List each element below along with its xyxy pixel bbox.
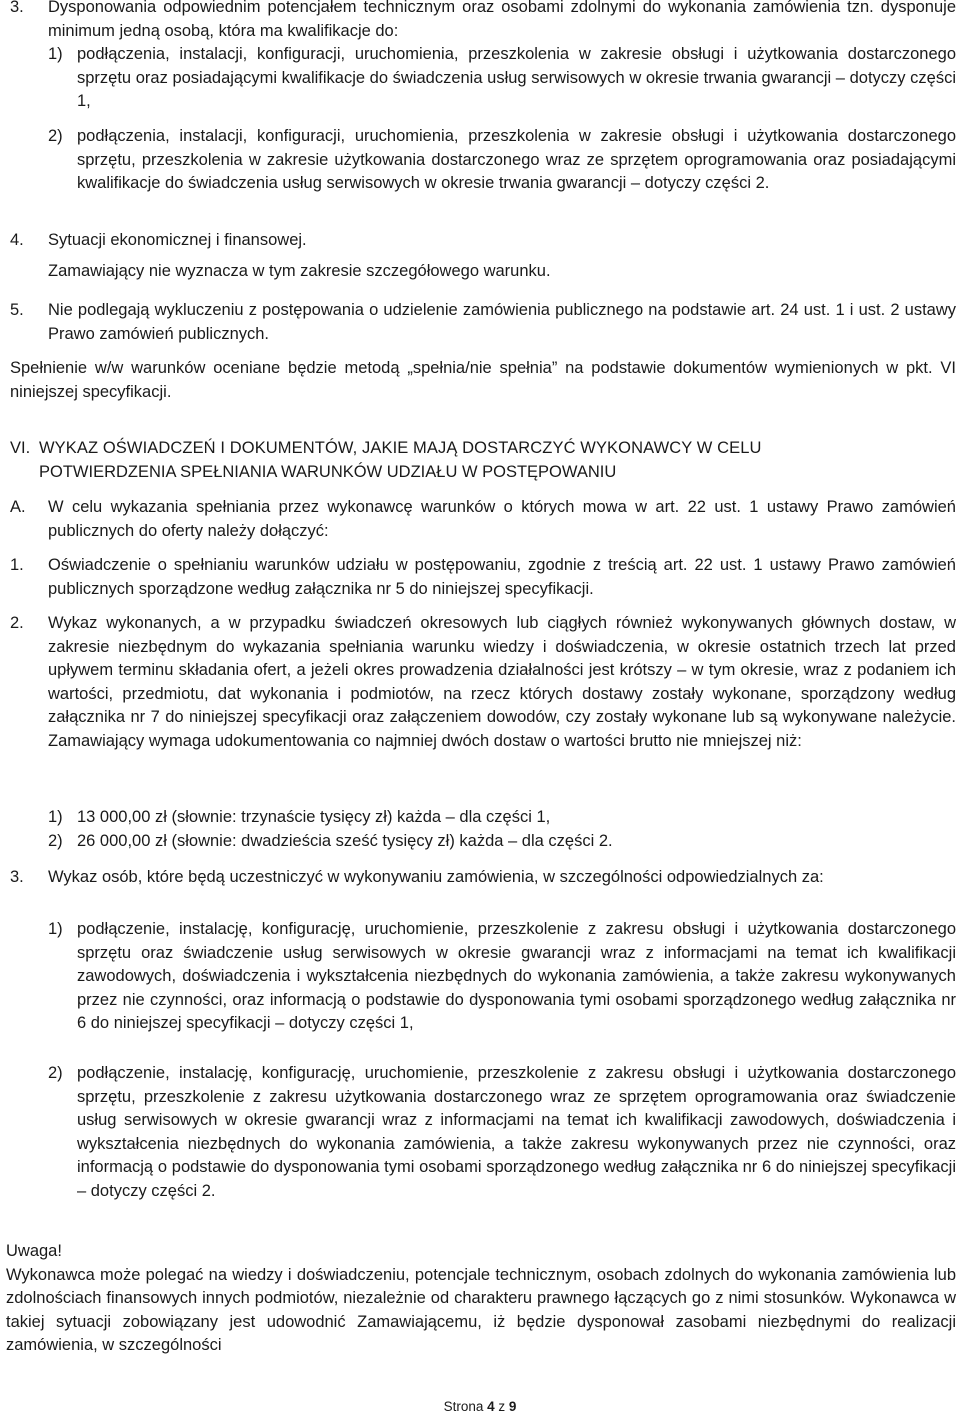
document-item-1 [10,554,956,601]
item-text: Sytuacji ekonomicznej i finansowej. [48,231,307,249]
subitem-number: 1) [48,45,63,63]
footer-prefix: Strona [443,1399,484,1414]
footer-of: z [498,1399,506,1414]
subitem-2-1 [48,806,956,830]
item-number: 3. [10,0,24,16]
section-title-line-2: POTWIERDZENIA SPEŁNIANIA WARUNKÓW UDZIAŁU W POSTĘPOWANIU [39,462,617,481]
subitem-3b-2 [48,1062,956,1203]
item-note: Zamawiający nie wyznacza w tym zakresie szczegółowego warunku. [48,261,551,280]
subitem-3b-1 [48,918,956,1036]
item-text: Nie podlegają wykluczeniu z postępowania o udzielenie zamówienia publicznego na podstawie art. 24 ust. 1 i ust. 2 ustawy Prawo zamówień publicznych. [48,301,956,343]
subitem-number: 2) [48,1064,63,1082]
subitem-number: 1) [48,808,63,826]
subitem-text: 26 000,00 zł (słownie: dwadzieścia sześć tysięcy zł) każda – dla części 2. [77,832,613,850]
item-text: Wykaz osób, które będą uczestniczyć w wykonywaniu zamówienia, w szczególności odpowiedzialnych za: [48,868,824,886]
item-number: 5. [10,301,24,319]
note-text: Wykonawca może polegać na wiedzy i doświadczeniu, potencjale technicznym, osobach zdolnych do wykonania zamówienia lub zdolnościach finansowych innych podmiotów, niezależnie od charakteru prawnego łączących go z nimi stosunków. Wykonawca w takiej sytuacji zobowiązany jest udowodnić Zamawiającemu, iż będzie dysponował zasobami niezbędnymi do realizacji zamówienia, w szczególności [6,1265,956,1354]
item-number: 3. [10,868,24,886]
subitem-number: 2) [48,832,63,850]
subitem-text: podłączenie, instalację, konfigurację, uruchomienie, przeszkolenie z zakresu obsługi i użytkowania dostarczonego sprzętu oraz świadczenie usług serwisowych w okresie gwarancji wraz z informacjami na temat ich kwalifikacji zawodowych, doświadczenia i wykształcenia niezbędnych do wykonania zamówienia, a także zakresu wykonywanych przez nie czynności, oraz informacją o podstawie do dysponowania tymi osobami sporządzonego według załącznika nr 6 do niniejszej specyfikacji – dotyczy części 1, [77,920,956,1032]
condition-item-3 [10,0,956,43]
item-number: 1. [10,556,24,574]
item-text: Dysponowania odpowiednim potencjałem technicznym oraz osobami zdolnymi do wykonania zamówienia tzn. dysponuje minimum jedną osobą, która ma kwalifikacje do: [48,0,956,40]
footer-page-number: 4 [487,1399,495,1414]
assessment-paragraph: Spełnienie w/w warunków oceniane będzie metodą „spełnia/nie spełnia” na podstawie dokumentów wymienionych w pkt. VI niniejszej specyfikacji. [10,359,956,401]
section-title-line-1: WYKAZ OŚWIADCZEŃ I DOKUMENTÓW, JAKIE MAJĄ DOSTARCZYĆ WYKONAWCY W CELU [39,439,762,457]
note-block [6,1240,956,1358]
subitem-text: podłączenie, instalację, konfigurację, uruchomienie, przeszkolenie z zakresu obsługi i użytkowania dostarczonego sprzętu, przeszkolenie z zakresu użytkowania dostarczonego wraz ze sprzętem oprogramowania oraz świadczenie usług serwisowych w okresie gwarancji wraz z informacjami na temat ich kwalifikacji zawodowych, doświadczenia i wykształcenia niezbędnych do wykonania zamówienia, a także zakresu wykonywanych przez nie czynności, oraz informacją o podstawie do dysponowania tymi osobami sporządzonego według załącznika nr 6 do niniejszej specyfikacji – dotyczy części 2. [77,1064,956,1200]
condition-item-4 [10,229,956,283]
subitem-number: 1) [48,920,63,938]
item-number: 4. [10,231,24,249]
subitem-2-2 [48,830,956,854]
item-text: Oświadczenie o spełnianiu warunków udziału w postępowaniu, zgodnie z treścią art. 22 ust. 1 ustawy Prawo zamówień publicznych sporządzone według załącznika nr 5 do niniejszej specyfikacji. [48,556,956,598]
item-text: Wykaz wykonanych, a w przypadku świadczeń okresowych lub ciągłych również wykonywanych głównych dostaw, w zakresie niezbędnym do wykazania spełniania warunku wiedzy i doświadczenia, w okresie ostatnich trzech lat przed upływem terminu składania ofert, a jeżeli okres prowadzenia działalności jest krótszy – w tym okresie, wraz z podaniem ich wartości, przedmiotu, dat wykonania i podmiotów, na rzecz których dostawy zostały wykonane, sporządzony według załącznika nr 7 do niniejszej specyfikacji oraz załączeniem dowodów, czy zostały wykonane lub są wykonywane należycie. Zamawiający wymaga udokumentowania co najmniej dwóch dostaw o wartości brutto nie mniejszej niż: [48,614,956,750]
part-letter: A. [10,498,26,516]
subitem-3-2 [48,125,956,196]
footer-total-pages: 9 [508,1399,517,1414]
subitem-number: 2) [48,127,63,145]
page-footer [0,1395,960,1419]
condition-item-5 [10,299,956,346]
part-a [10,496,956,543]
subitem-text: podłączenia, instalacji, konfiguracji, uruchomienia, przeszkolenia w zakresie obsługi i użytkowania dostarczonego sprzętu, przeszkolenia w zakresie użytkowania dostarczonego wraz ze sprzętem oprogramowania oraz posiadającymi kwalifikacje do świadczenia usług serwisowych w okresie trwania gwarancji – dotyczy części 2. [77,127,956,192]
note-label: Uwaga! [6,1242,62,1260]
section-number: VI. [10,439,31,457]
subitem-text: podłączenia, instalacji, konfiguracji, uruchomienia, przeszkolenia w zakresie obsługi i użytkowania dostarczonego sprzętu oraz posiadającymi kwalifikacje do świadczenia usług serwisowych w okresie trwania gwarancji – dotyczy części 1, [77,45,956,110]
section-vi-heading [10,437,956,484]
subitem-3-1 [48,43,956,114]
document-item-2 [10,612,956,753]
subitem-text: 13 000,00 zł (słownie: trzynaście tysięcy zł) każda – dla części 1, [77,808,551,826]
document-item-3 [10,866,956,890]
item-number: 2. [10,614,24,632]
part-text: W celu wykazania spełniania przez wykonawcę warunków o których mowa w art. 22 ust. 1 ustawy Prawo zamówień publicznych do oferty należy dołączyć: [48,498,956,540]
